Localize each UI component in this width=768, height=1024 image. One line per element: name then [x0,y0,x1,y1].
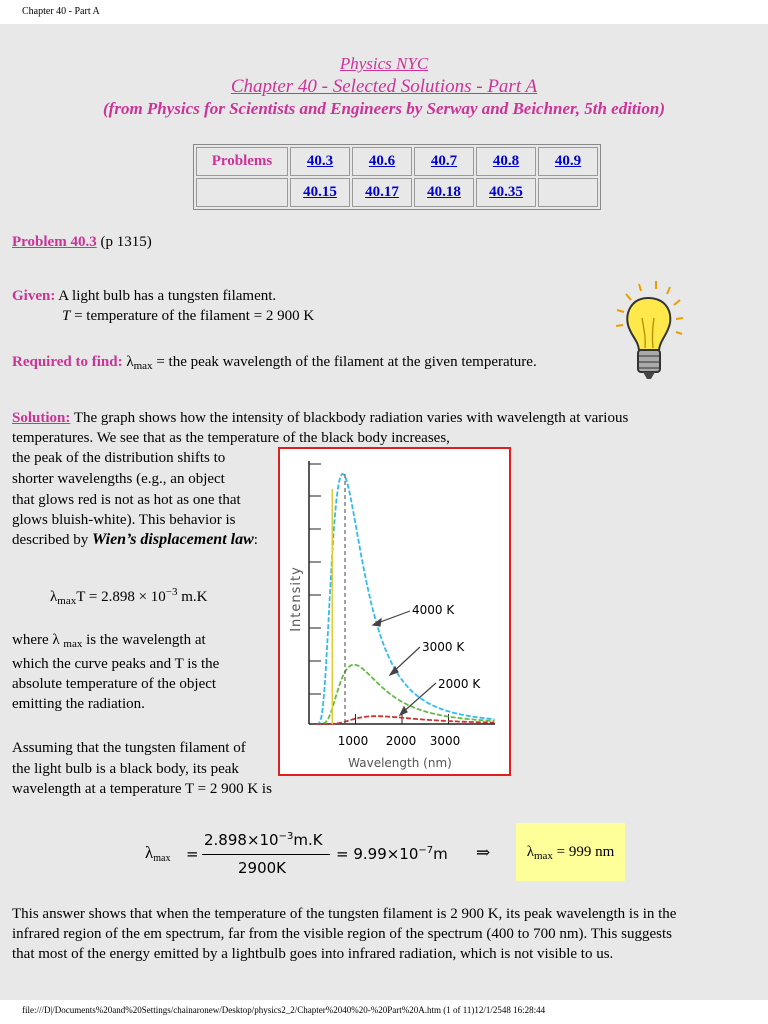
wien-formula: $\lambda_{max}T = 2.898 \times 10^{-3}$ m.K [50,586,208,607]
where-line: which the curve peaks and T is the [12,656,220,672]
tick-label: 2000 [385,734,417,748]
conclusion-line: infrared region of the em spectrum, far from the visible region of the spectrum (400 to 700 nm). This suggests [12,926,672,942]
calc-equals: = [186,845,199,863]
empty-cell [538,178,598,207]
problem-link[interactable]: 40.3 [306,153,334,169]
calc-denominator: 2900K [238,859,287,877]
tick-label: 3000 [429,734,461,748]
problem-link[interactable]: 40.17 [365,184,399,200]
problem-link[interactable]: 40.7 [430,153,458,169]
page-footer: file:///D|/Documents%20and%20Settings/chainaronew/Desktop/physics2_2/Chapter%2040%20-%20Part%20A.htm (1 of 11)12/1/2548 16:28:44 [0,1000,768,1024]
solution-col-line: glows bluish-white). This behavior is [12,512,236,528]
site-title[interactable]: Physics NYC [339,54,429,73]
problem-link[interactable]: 40.6 [368,153,396,169]
wien-law-line: described by Wien’s displacement law: [12,531,258,548]
problem-link[interactable]: 40.35 [489,184,523,200]
solution-col-line: shorter wavelengths (e.g., an object [12,471,225,487]
series-label-4000: 4000 K [412,603,455,617]
answer-box: $\lambda_{max} = 999$ nm [516,823,625,881]
calc-lambda: $\lambda_{max}$ [145,843,171,864]
fraction-bar [202,854,330,855]
problems-table [193,144,601,210]
solution-line-2: temperatures. We see that as the temperature of the black body increases, [12,430,450,446]
calc-numerator: $2.898\times 10^{-3}m.K$ [204,831,323,849]
chapter-title[interactable]: Chapter 40 - Selected Solutions - Part A [230,76,538,97]
where-line: absolute temperature of the object [12,676,217,692]
blackbody-chart [278,447,511,776]
page-header: Chapter 40 - Part A [0,0,768,24]
empty-cell [196,178,288,207]
implies-arrow: ⇒ [476,843,491,862]
light-bulb-icon [612,278,688,384]
series-line-2000k [316,716,495,724]
series-label-3000: 3000 K [422,640,465,654]
y-axis-label: Intensity [289,566,304,632]
source-title: (from Physics for Scientists and Engineers by Serway and Beichner, 5th edition) [103,99,665,118]
problem-link[interactable]: 40.8 [492,153,520,169]
label-arrowhead [400,707,407,715]
problem-link[interactable]: 40.18 [427,184,461,200]
required-line: Required to find: $\lambda_{max}$ = the peak wavelength of the filament at the given temperature. [12,354,537,372]
problem-heading: Problem 40.3 (p 1315) [12,234,152,250]
assume-line: the light bulb is a black body, its peak [12,761,239,777]
problem-link[interactable]: 40.9 [554,153,582,169]
problem-anchor[interactable]: Problem 40.3 [12,234,97,250]
given-line: Given: A light bulb has a tungsten filament. [12,288,277,304]
blackbody-chart-svg [280,449,509,774]
x-axis-label: Wavelength (nm) [348,756,452,770]
assume-line: Assuming that the tungsten filament of [12,740,246,756]
solution-col-line: that glows red is not as hot as one that [12,492,241,508]
x-ticks [356,714,449,724]
conclusion-line: that most of the energy emitted by a lightbulb goes into infrared radiation, which is not visible to us. [12,946,614,962]
label-arrowhead [373,619,381,626]
solution-line-1: Solution: The graph shows how the intensity of blackbody radiation varies with wavelength at various [12,410,629,426]
given-temperature: T = temperature of the filament = 2 900 K [62,308,315,324]
tick-label: 1000 [337,734,369,748]
solution-col-line: the peak of the distribution shifts to [12,450,226,466]
assume-line: wavelength at a temperature T = 2 900 K is [12,781,272,797]
where-line: emitting the radiation. [12,696,145,712]
calc-result: = $9.99\times 10^{-7}m$ [336,845,448,863]
where-line: where λ $_{max}$ is the wavelength at [12,632,206,650]
problem-link[interactable]: 40.15 [303,184,337,200]
series-label-2000: 2000 K [438,677,481,691]
conclusion-line: This answer shows that when the temperature of the tungsten filament is 2 900 K, its peak wavelength is in the [12,906,677,922]
problems-label: Problems [196,147,288,176]
